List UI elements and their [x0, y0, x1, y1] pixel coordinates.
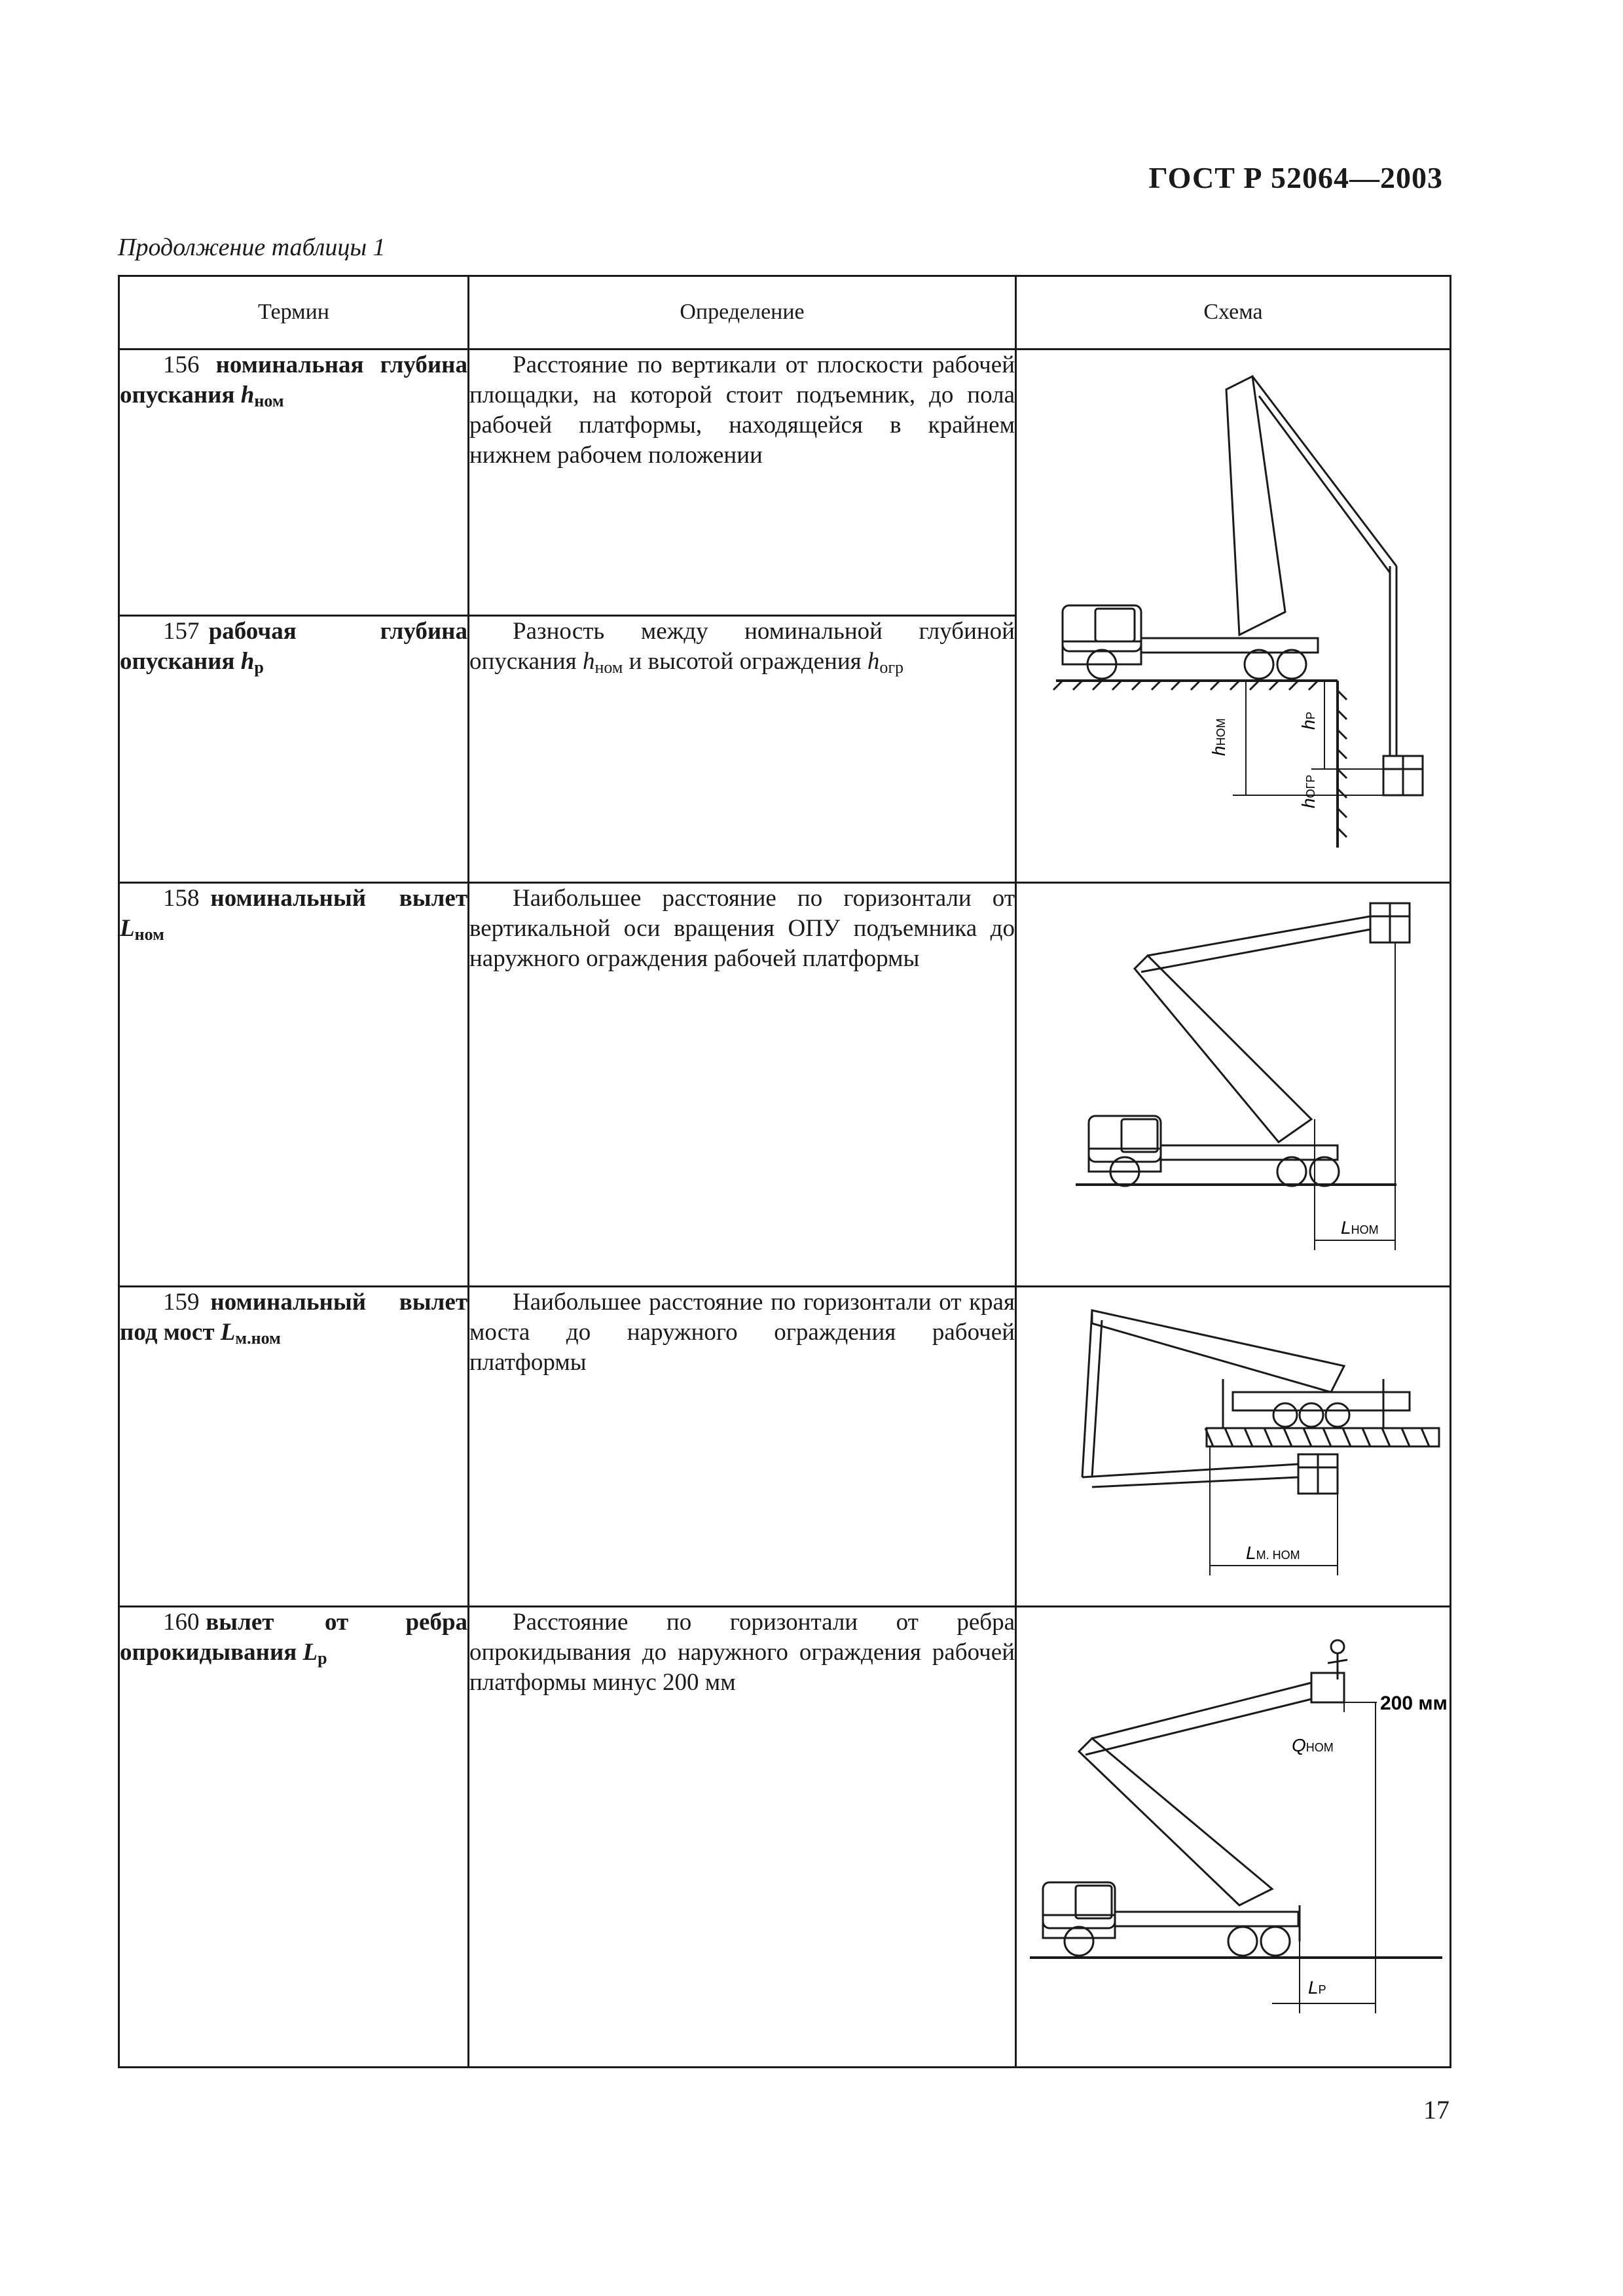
definition-cell-158: Наибольшее расстояние по горизонтали от вертикальной оси вращения ОПУ подъемника до наружного ограждения рабочей платформы: [469, 882, 1016, 1286]
term-cell-157: 157 рабочая глубина опускания $h_р$: [119, 616, 469, 883]
definition-cell-159: Наибольшее расстояние по горизонтали от края моста до наружного ограждения рабочей платформы: [469, 1286, 1016, 1607]
scheme-cell-156-157: [1016, 349, 1451, 882]
column-header-scheme: Схема: [1016, 276, 1451, 350]
scheme-depth-diagram: [1017, 350, 1451, 879]
scheme3-label-lmnom: LМ. НОМ: [1246, 1542, 1300, 1563]
terms-table: [118, 275, 1451, 2068]
scheme4-label-lp: LР: [1308, 1977, 1326, 1998]
definition-cell-160: Расстояние по горизонтали от ребра опрокидывания до наружного ограждения рабочей платформы минус 200 мм: [469, 1607, 1016, 2068]
definition-cell-157: Разность между номинальной глубиной опускания $h_{ном}$ и высотой ограждения $h_{огр}$: [469, 616, 1016, 883]
term-cell-158: 158 номинальный вылет $L_{ном}$: [119, 882, 469, 1286]
scheme1-label-hnom: hНОМ: [1209, 717, 1229, 756]
term-cell-160: 160 вылет от ребра опрокидывания $L_р$: [119, 1607, 469, 2068]
scheme-reach-diagram: [1017, 884, 1451, 1283]
scheme-cell-159: [1016, 1286, 1451, 1607]
page-number: 17: [1423, 2095, 1450, 2125]
table-row: [119, 882, 1451, 1286]
table-row: [119, 1286, 1451, 1607]
scheme1-label-hogr: hОГР: [1298, 774, 1319, 808]
document-code: ГОСТ Р 52064—2003: [1148, 161, 1443, 194]
scheme-underbridge-diagram: [1017, 1287, 1451, 1604]
term-cell-159: 159 номинальный вылет под мост $L_{м.ном}$: [119, 1286, 469, 1607]
table-caption: Продолжение таблицы 1: [118, 234, 386, 261]
column-header-term: Термин: [119, 276, 469, 350]
scheme-tipping-edge-diagram: [1017, 1607, 1451, 2063]
column-header-definition: Определение: [469, 276, 1016, 350]
definition-cell-156: Расстояние по вертикали от плоскости рабочей площадки, на которой стоит подъемник, до пола рабочей платформы, находящейся в крайнем нижнем рабочем положении: [469, 349, 1016, 616]
table-header-row: [119, 276, 1451, 350]
scheme4-label-qnom: QНОМ: [1292, 1735, 1334, 1756]
term-cell-156: 156 номинальная глубина опускания $h_{ном}$: [119, 349, 469, 616]
scheme4-label-200mm: 200 мм: [1380, 1693, 1448, 1715]
scheme-cell-158: [1016, 882, 1451, 1286]
table-row: [119, 1607, 1451, 2068]
scheme-cell-160: [1016, 1607, 1451, 2068]
scheme1-label-hp: hР: [1298, 711, 1319, 730]
table-row: [119, 349, 1451, 616]
scheme2-label-lnom: LНОМ: [1341, 1217, 1379, 1238]
